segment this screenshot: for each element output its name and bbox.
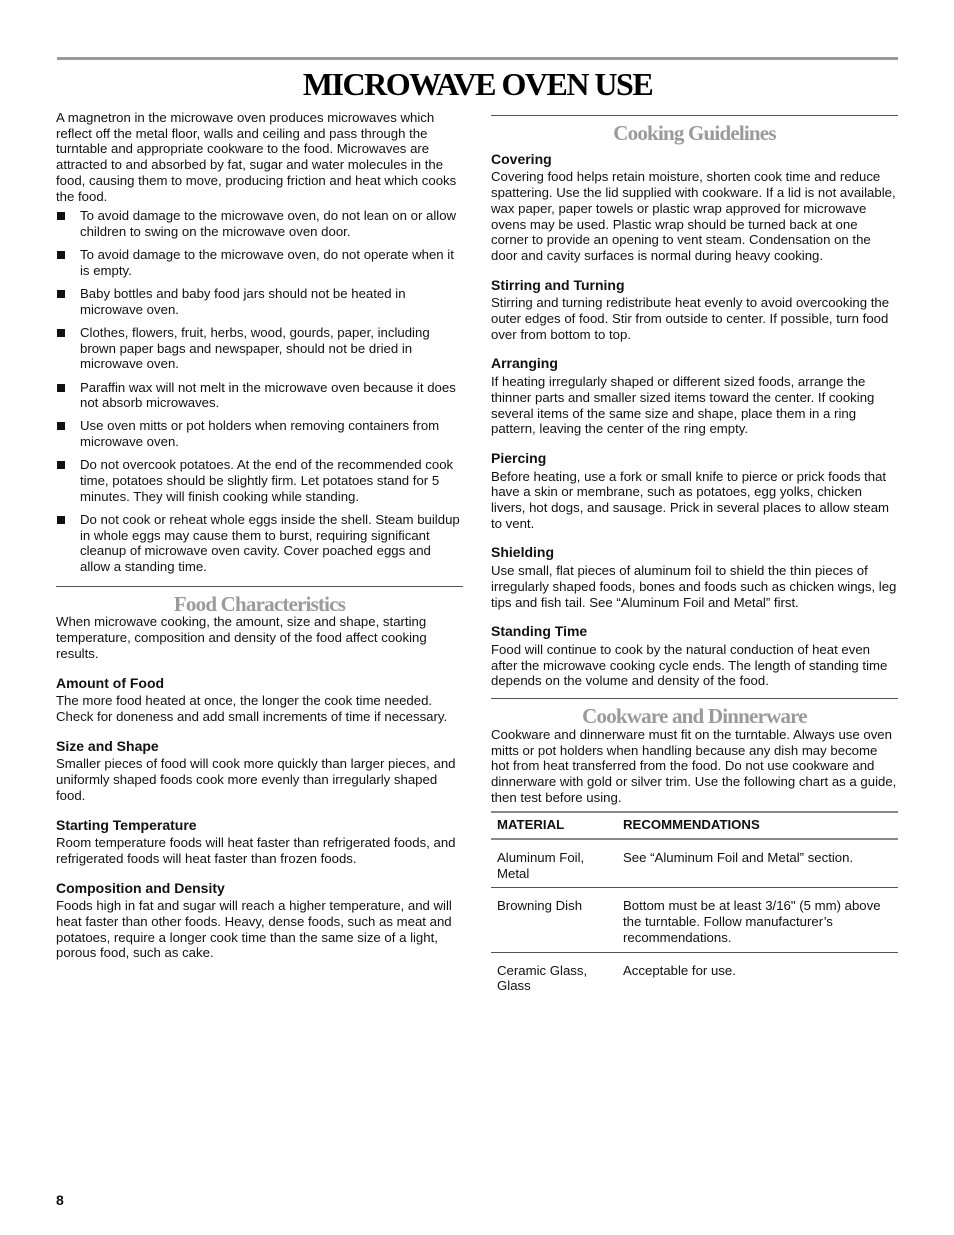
left-column xyxy=(56,110,463,961)
section-divider xyxy=(491,115,898,116)
cooking-guidelines-heading: Cooking Guidelines xyxy=(613,121,776,145)
bullet-item xyxy=(56,208,463,239)
bullet-text: Use oven mitts or pot holders when removing containers from microwave oven. xyxy=(80,418,440,450)
material-cell: Aluminum Foil, Metal xyxy=(491,839,617,888)
amount-of-food-body: The more food heated at once, the longer the cook time needed. Check for doneness and add small increments of time if necessary. xyxy=(56,693,448,724)
table-row xyxy=(491,888,898,952)
bullet-item xyxy=(56,512,463,575)
table-row xyxy=(491,839,898,888)
section-divider xyxy=(56,586,463,587)
bullet-text: Do not cook or reheat whole eggs inside the shell. Steam buildup in whole eggs may cause them to burst, requiring significant cleanup of microwave oven cavity. Cover poached eggs and allow a standing time. xyxy=(80,511,460,575)
size-and-shape-body: Smaller pieces of food will cook more quickly than larger pieces, and uniformly shaped foods cook more evenly than irregularly shaped food. xyxy=(56,756,456,803)
covering-title: Covering xyxy=(491,150,552,167)
material-cell: Browning Dish xyxy=(491,888,617,952)
shielding-title: Shielding xyxy=(491,544,554,561)
cookware-table xyxy=(491,811,898,1000)
bullet-item xyxy=(56,325,463,372)
amount-of-food-title: Amount of Food xyxy=(56,674,165,691)
arranging-body: If heating irregularly shaped or different sized foods, arrange the thinner parts and smaller sized items toward the center. If cooking several items of the same size and shape, place them in a ring pattern, leaving the center of the ring empty. xyxy=(491,374,875,437)
section-divider xyxy=(491,698,898,699)
bullet-square-icon xyxy=(57,516,65,524)
piercing-title: Piercing xyxy=(491,449,547,466)
material-cell: Ceramic Glass, Glass xyxy=(497,962,588,994)
bullet-item xyxy=(56,457,463,504)
right-column xyxy=(491,110,898,1000)
food-characteristics-intro: When microwave cooking, the amount, size and shape, starting temperature, composition and density of the food affect cooking results. xyxy=(56,614,427,661)
bullet-square-icon xyxy=(57,212,65,220)
shielding-body: Use small, flat pieces of aluminum foil to shield the thin pieces of irregularly shaped foods, bones and foods such as chicken wings, leg tips and fish tail. See “Aluminum Foil and Metal” first. xyxy=(491,563,897,610)
recommendation-cell: See “Aluminum Foil and Metal” section. xyxy=(617,839,898,888)
cookware-intro: Cookware and dinnerware must fit on the turntable. Always use oven mitts or pot holders when handling because any dish may become hot from heat transferred from the food. Do not use cookware and dinnerware with gold or silver trim. Use the following chart as a guide, then test before using. xyxy=(491,726,897,805)
cookware-heading: Cookware and Dinnerware xyxy=(582,704,807,729)
bullet-text: Baby bottles and baby food jars should not be heated in microwave oven. xyxy=(80,286,406,317)
food-characteristics-heading: Food Characteristics xyxy=(173,591,346,616)
bullet-item xyxy=(56,418,463,449)
bullet-square-icon xyxy=(57,422,65,430)
bullet-square-icon xyxy=(57,384,65,392)
covering-body: Covering food helps retain moisture, shorten cook time and reduce spattering. Use the lid supplied with cookware. If a lid is not available, wax paper, paper towels or plastic wrap approved for microwave ovens may be used. Plastic wrap should be turned back at one corner to provide an opening to vent steam. Condensation on the door and cavity surfaces is normal during heavy cooking. xyxy=(491,169,896,263)
bullet-square-icon xyxy=(57,290,65,298)
starting-temperature-title: Starting Temperature xyxy=(56,816,197,833)
composition-density-title: Composition and Density xyxy=(56,879,225,896)
bullet-item xyxy=(56,286,463,317)
bullet-square-icon xyxy=(57,329,65,337)
piercing-body: Before heating, use a fork or small knife to pierce or prick foods that have a skin or membrane, such as potatoes, egg yolks, chicken livers, hot dogs, and sausage. Prick in several places to allow steam to vent. xyxy=(491,468,890,531)
stirring-turning-body: Stirring and turning redistribute heat evenly to avoid overcooking the outer edges of food. Stir from outside to center. If possible, turn food over from bottom to top. xyxy=(491,295,890,342)
bullet-text: Do not overcook potatoes. At the end of the recommended cook time, potatoes should be slightly firm. Let potatoes stand for 5 minutes. They will finish cooking while standing. xyxy=(80,457,454,504)
composition-density-body: Foods high in fat and sugar will reach a higher temperature, and will heat faster than other foods. Heavy, dense foods, such as meat and potatoes, require a longer cook time than the same size of a light, porous food, such as cake. xyxy=(56,898,452,961)
bullet-text: Paraffin wax will not melt in the microwave oven because it does not absorb microwaves. xyxy=(80,379,456,411)
bullet-square-icon xyxy=(57,461,65,469)
standing-time-body: Food will continue to cook by the natural conduction of heat even after the microwave cooking cycle ends. The length of standing time depends on the volume and density of the food. xyxy=(491,641,888,689)
recommendations-column-header: RECOMMENDATIONS xyxy=(617,812,898,839)
bullet-text: Clothes, flowers, fruit, herbs, wood, gourds, paper, including brown paper bags and newspaper, should not be dried in microwave oven. xyxy=(80,324,430,372)
material-column-header: MATERIAL xyxy=(491,812,617,839)
bullet-item xyxy=(56,380,463,411)
bullet-item xyxy=(56,247,463,278)
starting-temperature-body: Room temperature foods will heat faster than refrigerated foods, and refrigerated foods will heat faster than frozen foods. xyxy=(56,835,456,866)
recommendation-cell: Bottom must be at least 3/16" (5 mm) above the turntable. Follow manufacturer’s recommendations. xyxy=(617,888,898,952)
top-rule xyxy=(57,57,898,60)
table-header-row xyxy=(491,812,898,839)
page-title: MICROWAVE OVEN USE xyxy=(302,66,653,102)
safety-bullet-list xyxy=(56,208,463,575)
recommendation-cell: Acceptable for use. xyxy=(623,962,736,978)
size-and-shape-title: Size and Shape xyxy=(56,737,159,754)
intro-paragraph: A magnetron in the microwave oven produces microwaves which reflect off the metal floor, walls and ceiling and pass through the turntable and appropriate cookware to the food. Microwaves are attracted to and absorbed by fat, sugar and water molecules in the food, causing them to move, producing friction and heat which cooks the food. xyxy=(56,110,457,204)
table-row xyxy=(491,952,898,1000)
arranging-title: Arranging xyxy=(491,355,558,372)
bullet-text: To avoid damage to the microwave oven, do not lean on or allow children to swing on the microwave oven door. xyxy=(80,208,457,239)
standing-time-title: Standing Time xyxy=(491,623,588,640)
bullet-square-icon xyxy=(57,251,65,259)
stirring-turning-title: Stirring and Turning xyxy=(491,276,625,293)
page-number: 8 xyxy=(56,1192,64,1208)
bullet-text: To avoid damage to the microwave oven, do not operate when it is empty. xyxy=(80,247,454,278)
